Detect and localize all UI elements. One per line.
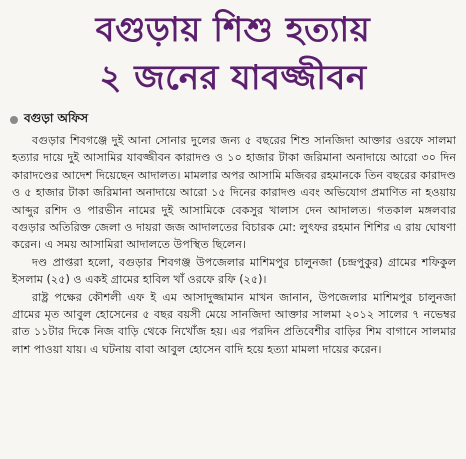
headline xyxy=(0,6,466,102)
article-body xyxy=(12,132,456,358)
byline-text: বগুড়া অফিস xyxy=(24,111,89,125)
article-paragraph-1: বগুড়ার শিবগঞ্জে দুই আনা সোনার দুলের জন্য ৫ বছরের শিশু সানজিদা আক্তার ওরফে সালমা হত্যার দায়ে দুই আসামির যাবজ্জীবন কারাদণ্ড ও ১০ হাজার টাকা জরিমানা অনাদায়ে আরো ৩০ দিন কারাদণ্ডের আদেশ দিয়েছেন আদালত। মামলার অপর আসামি মজিবর রহমানকে তিন বছরের কারাদণ্ড ও ৫ হাজার টাকা জরিমানা অনাদায়ে আরো ১৫ দিনের কারাদণ্ড এবং অভিযোগ প্রমাণিত না হওয়ায় আব্দুর রশিদ ও পারভীন নামের দুই আসামিকে বেকসুর খালাস দেন আদালত। গতকাল মঙ্গলবার বগুড়ার অতিরিক্ত জেলা ও দায়রা জজ আদালতের বিচারক মো: লুৎফর রহমান শিশির এ রায় ঘোষণা করেন। এ সময় আসামিরা আদালতে উপস্থিত ছিলেন। xyxy=(12,134,456,252)
article-paragraph-2: দণ্ড প্রাপ্তরা হলো, বগুড়ার শিবগঞ্জ উপজেলার মাশিমপুর চালুনজা (চন্দ্রপুকুর) গ্রামের শফিকুল ইসলাম (২৫) ও একই গ্রামের হাবিল খাঁ ওরফে রফি (২৫)। xyxy=(12,255,456,287)
article-paragraph-3: রাষ্ট্র পক্ষের কৌশলী এফ ই এম আসাদুজ্জামান মাখন জানান, উপজেলার মাশিমপুর চালুনজা গ্রামের মৃত আবুল হোসেনের ৫ বছর বয়সী মেয়ে সানজিদা আক্তার সালমা ২০১২ সালের ৭ নভেম্বর রাত ১১টার দিকে নিজ বাড়ি থেকে নিখোঁজ হয়। এর পরদিন প্রতিবেশীর বাড়ির শিম বাগানে সালমার লাশ পাওয়া যায়। এ ঘটনায় বাবা আবুল হোসেন বাদি হয়ে হত্যা মামলা দায়ের করেন। xyxy=(12,290,456,356)
byline xyxy=(10,112,88,128)
headline-line-2: ২ জনের যাবজ্জীবন xyxy=(99,58,367,98)
headline-line-1: বগুড়ায় শিশু হত্যায় xyxy=(95,10,371,50)
bullet-icon xyxy=(10,116,18,124)
